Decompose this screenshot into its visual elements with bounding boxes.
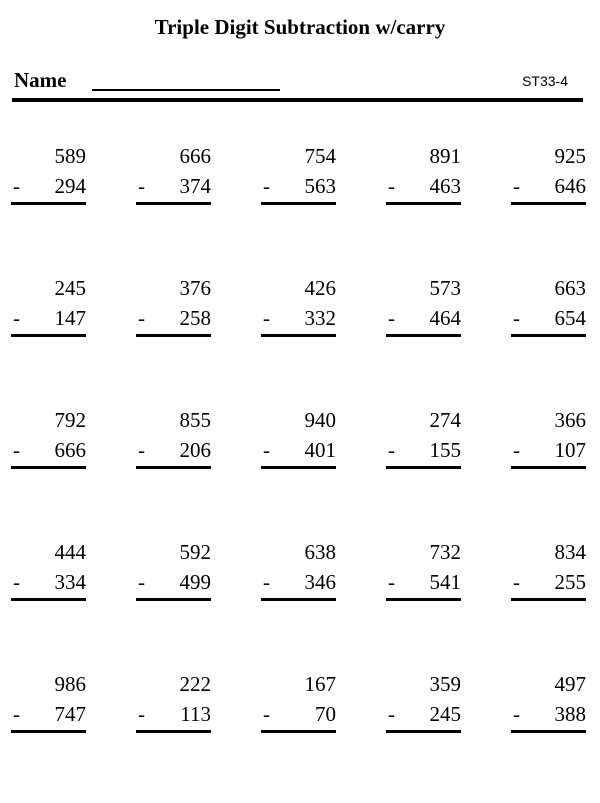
minus-sign: -: [263, 306, 270, 330]
minuend: 666: [179, 144, 211, 168]
minus-sign: -: [263, 570, 270, 594]
subtraction-problem: [136, 143, 211, 213]
subtrahend: 646: [554, 174, 586, 198]
problem-row: [0, 539, 600, 671]
subtrahend: 147: [54, 306, 86, 330]
minuend: 592: [179, 540, 211, 564]
minuend: 638: [304, 540, 336, 564]
answer-line: [386, 730, 461, 733]
minuend: 444: [54, 540, 86, 564]
answer-line: [511, 466, 586, 469]
subtraction-problem: [11, 407, 86, 477]
subtrahend: 666: [54, 438, 86, 462]
minus-sign: -: [13, 306, 20, 330]
answer-line: [11, 730, 86, 733]
subtrahend: 499: [179, 570, 211, 594]
minus-sign: -: [513, 174, 520, 198]
subtrahend: 563: [304, 174, 336, 198]
subtraction-problem: [386, 671, 461, 741]
subtrahend: 332: [304, 306, 336, 330]
minus-sign: -: [388, 570, 395, 594]
subtrahend: 541: [429, 570, 461, 594]
minuend: 891: [429, 144, 461, 168]
answer-line: [136, 466, 211, 469]
minuend: 222: [179, 672, 211, 696]
subtraction-problem: [511, 143, 586, 213]
subtrahend: 255: [554, 570, 586, 594]
answer-line: [261, 202, 336, 205]
answer-line: [511, 334, 586, 337]
minus-sign: -: [138, 702, 145, 726]
subtrahend: 258: [179, 306, 211, 330]
minuend: 754: [304, 144, 336, 168]
subtraction-problem: [261, 671, 336, 741]
answer-line: [136, 598, 211, 601]
subtrahend: 464: [429, 306, 461, 330]
answer-line: [386, 466, 461, 469]
subtraction-problem: [511, 539, 586, 609]
subtrahend: 245: [429, 702, 461, 726]
answer-line: [386, 202, 461, 205]
answer-line: [11, 202, 86, 205]
subtrahend: 346: [304, 570, 336, 594]
subtraction-problem: [386, 275, 461, 345]
subtrahend: 747: [54, 702, 86, 726]
subtrahend: 155: [429, 438, 461, 462]
header-rule: [12, 98, 583, 102]
subtraction-problem: [511, 671, 586, 741]
minuend: 376: [179, 276, 211, 300]
problem-row: [0, 671, 600, 803]
minus-sign: -: [388, 702, 395, 726]
answer-line: [511, 730, 586, 733]
problem-row: [0, 407, 600, 539]
minuend: 834: [554, 540, 586, 564]
answer-line: [261, 466, 336, 469]
subtraction-problem: [136, 275, 211, 345]
minuend: 366: [554, 408, 586, 432]
answer-line: [261, 598, 336, 601]
answer-line: [261, 730, 336, 733]
minus-sign: -: [513, 702, 520, 726]
subtraction-problem: [386, 143, 461, 213]
subtrahend: 401: [304, 438, 336, 462]
problem-row: [0, 275, 600, 407]
subtraction-problem: [136, 539, 211, 609]
subtraction-problem: [261, 539, 336, 609]
answer-line: [11, 466, 86, 469]
minus-sign: -: [513, 570, 520, 594]
subtrahend: 206: [179, 438, 211, 462]
minuend: 792: [54, 408, 86, 432]
answer-line: [136, 202, 211, 205]
minuend: 573: [429, 276, 461, 300]
minuend: 663: [554, 276, 586, 300]
minus-sign: -: [13, 570, 20, 594]
worksheet-title: Triple Digit Subtraction w/carry: [154, 15, 446, 39]
subtraction-problem: [261, 275, 336, 345]
subtrahend: 463: [429, 174, 461, 198]
subtrahend: 294: [54, 174, 86, 198]
minuend: 426: [304, 276, 336, 300]
subtraction-problem: [11, 539, 86, 609]
answer-line: [136, 334, 211, 337]
subtrahend: 107: [554, 438, 586, 462]
minus-sign: -: [138, 306, 145, 330]
minus-sign: -: [138, 570, 145, 594]
minus-sign: -: [13, 174, 20, 198]
answer-line: [386, 598, 461, 601]
minus-sign: -: [388, 306, 395, 330]
subtraction-problem: [386, 539, 461, 609]
minuend: 732: [429, 540, 461, 564]
minus-sign: -: [13, 438, 20, 462]
minus-sign: -: [138, 174, 145, 198]
subtraction-problem: [11, 143, 86, 213]
minuend: 359: [429, 672, 461, 696]
subtrahend: 70: [315, 702, 336, 726]
minuend: 245: [54, 276, 86, 300]
minuend: 940: [304, 408, 336, 432]
subtraction-problem: [386, 407, 461, 477]
subtraction-problem: [261, 407, 336, 477]
answer-line: [136, 730, 211, 733]
minus-sign: -: [388, 438, 395, 462]
subtraction-problem: [261, 143, 336, 213]
minus-sign: -: [263, 702, 270, 726]
minuend: 167: [304, 672, 336, 696]
minus-sign: -: [513, 306, 520, 330]
subtraction-problem: [11, 671, 86, 741]
problem-grid: [0, 143, 600, 803]
name-blank-line: [92, 89, 280, 91]
subtrahend: 374: [179, 174, 211, 198]
minus-sign: -: [13, 702, 20, 726]
answer-line: [386, 334, 461, 337]
minuend: 274: [429, 408, 461, 432]
minus-sign: -: [138, 438, 145, 462]
subtraction-problem: [136, 407, 211, 477]
subtraction-problem: [136, 671, 211, 741]
minus-sign: -: [513, 438, 520, 462]
subtrahend: 388: [554, 702, 586, 726]
minuend: 497: [554, 672, 586, 696]
minus-sign: -: [263, 438, 270, 462]
answer-line: [511, 202, 586, 205]
minuend: 925: [554, 144, 586, 168]
answer-line: [261, 334, 336, 337]
answer-line: [11, 598, 86, 601]
name-row: [14, 68, 582, 94]
problem-row: [0, 143, 600, 275]
subtrahend: 654: [554, 306, 586, 330]
subtraction-problem: [511, 275, 586, 345]
subtrahend: 334: [54, 570, 86, 594]
worksheet-code: ST33-4: [522, 73, 568, 89]
subtrahend: 113: [180, 702, 211, 726]
minuend: 589: [54, 144, 86, 168]
answer-line: [11, 334, 86, 337]
minuend: 855: [179, 408, 211, 432]
name-label: Name: [14, 68, 67, 92]
subtraction-problem: [11, 275, 86, 345]
minuend: 986: [54, 672, 86, 696]
minus-sign: -: [388, 174, 395, 198]
answer-line: [511, 598, 586, 601]
minus-sign: -: [263, 174, 270, 198]
subtraction-problem: [511, 407, 586, 477]
